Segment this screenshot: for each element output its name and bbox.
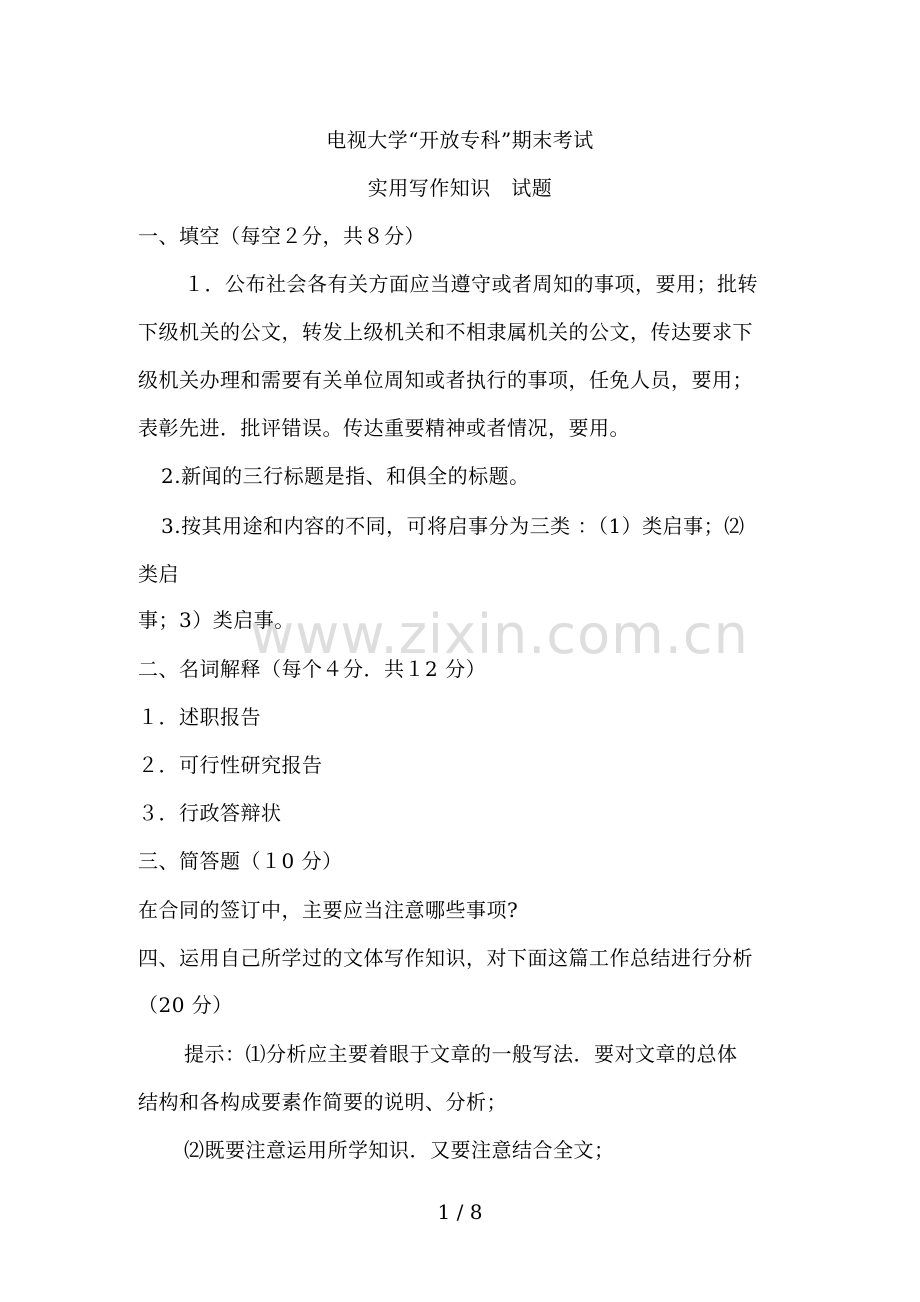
question-text: 表彰先进．批评错误。传达重要精神或者情况，要用。 [138,416,630,440]
term-item: ３．行政答辩状 [138,801,282,825]
watermark: www.zixin.com.cn [250,603,749,666]
hint-text: 结构和各构成要素作简要的说明、分析； [138,1090,507,1114]
section-heading-short-answer: 三、简答题（１0 分） [138,849,343,873]
question-text: 2.新闻的三行标题是指、和俱全的标题。 [161,464,530,488]
question-text: 类启 [138,562,179,586]
question-text: 事；3）类启事。 [138,608,295,632]
term-item: １．述职报告 [138,705,261,729]
section-heading-fill-blank: 一、填空（每空２分，共８分） [138,224,425,248]
section-heading-analysis: 四、运用自己所学过的文体写作知识，对下面这篇工作总结进行分析 [138,946,753,970]
section-heading-analysis-points: （20 分） [138,993,233,1017]
hint-text: ⑵既要注意运用所学知识．又要注意结合全文； [184,1138,615,1162]
term-item: ２．可行性研究报告 [138,753,323,777]
section-heading-terms: 二、名词解释（每个４分．共１2 分） [138,657,487,681]
page-number: 1 / 8 [437,1200,483,1224]
question-text: 3.按其用途和内容的不同，可将启事分为三类 ：（1）类启事；⑵ [161,514,745,538]
question-text: １．公布社会各有关方面应当遵守或者周知的事项，要用；批转 [184,272,758,296]
question-text: 级机关办理和需要有关单位周知或者执行的事项，任免人员，要用； [138,368,753,392]
document-subtitle: 实用写作知识 试题 [367,176,553,200]
question-text: 下级机关的公文，转发上级机关和不相隶属机关的公文，传达要求下 [138,320,753,344]
document-title: 电视大学“开放专科”期末考试 [326,128,594,152]
question-text: 在合同的签订中，主要应当注意哪些事项? [138,898,519,922]
hint-text: 提示：⑴分析应主要着眼于文章的一般写法．要对文章的总体 [184,1042,738,1066]
